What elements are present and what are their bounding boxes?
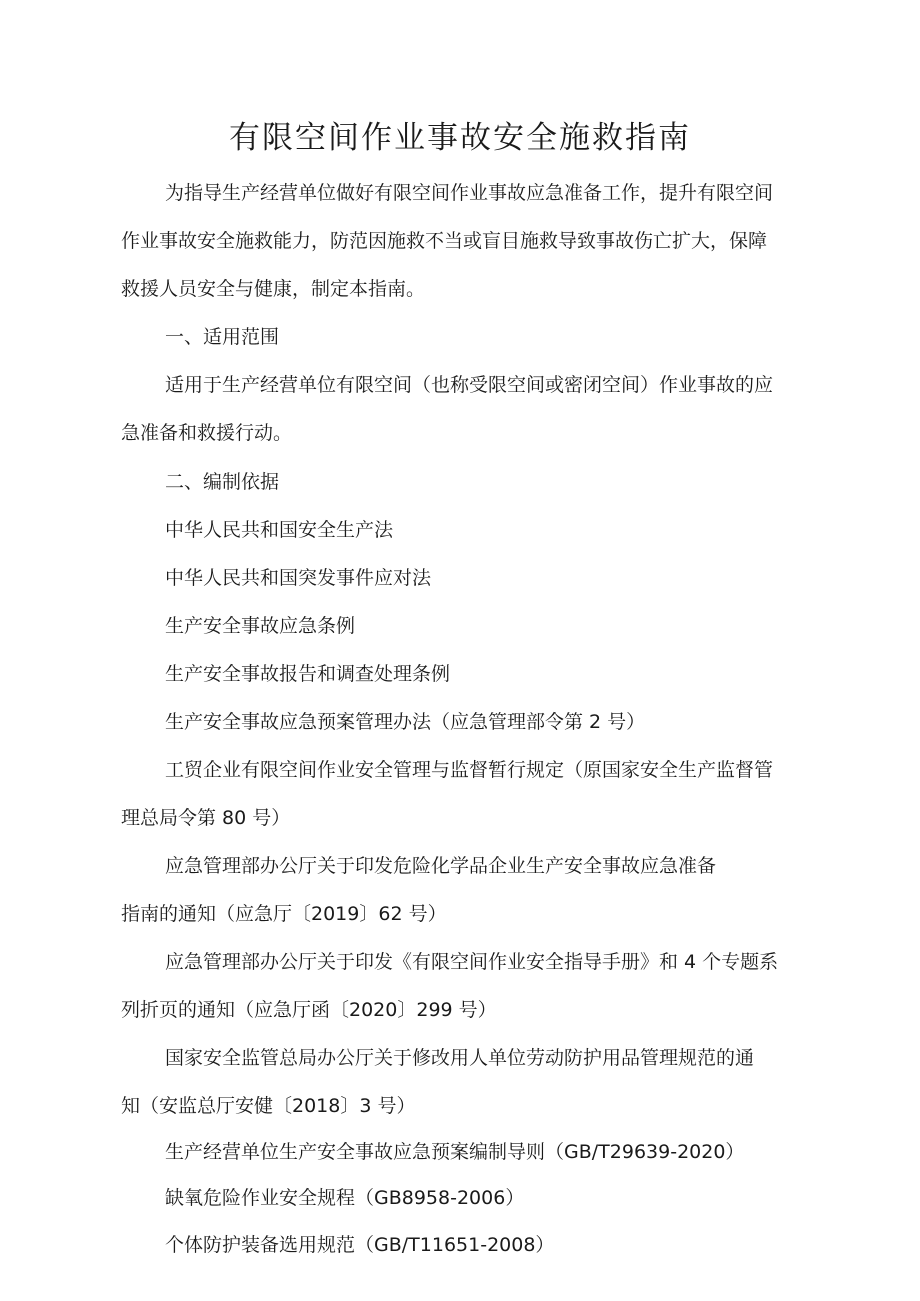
basis-item-2: 中华人民共和国突发事件应对法 <box>165 567 432 589</box>
basis-item-1: 中华人民共和国安全生产法 <box>165 519 394 541</box>
section-heading-scope: 一、适用范围 <box>165 326 280 348</box>
basis-item-3: 生产安全事故应急条例 <box>165 615 356 637</box>
basis-item-10: 生产经营单位生产安全事故应急预案编制导则（GB/T29639-2020） <box>165 1141 745 1163</box>
intro-line-3: 救援人员安全与健康，制定本指南。 <box>121 278 426 300</box>
section-heading-basis: 二、编制依据 <box>165 471 280 493</box>
basis-item-11: 缺氧危险作业安全规程（GB8958-2006） <box>165 1187 525 1209</box>
basis-item-6-line-2: 理总局令第 80 号） <box>121 807 291 829</box>
basis-item-5: 生产安全事故应急预案管理办法（应急管理部令第 2 号） <box>165 711 646 733</box>
basis-item-6-line-1: 工贸企业有限空间作业安全管理与监督暂行规定（原国家安全生产监督管 <box>165 759 774 781</box>
scope-line-1: 适用于生产经营单位有限空间（也称受限空间或密闭空间）作业事故的应 <box>165 374 774 396</box>
basis-item-8-line-1: 应急管理部办公厅关于印发《有限空间作业安全指导手册》和 4 个专题系 <box>165 951 779 973</box>
basis-item-9-line-1: 国家安全监管总局办公厅关于修改用人单位劳动防护用品管理规范的通 <box>165 1047 755 1069</box>
basis-item-7-line-2: 指南的通知（应急厅〔2019〕62 号） <box>121 903 447 925</box>
intro-line-2: 作业事故安全施救能力，防范因施救不当或盲目施救导致事故伤亡扩大，保障 <box>121 230 768 252</box>
basis-item-8-line-2: 列折页的通知（应急厅函〔2020〕299 号） <box>121 999 497 1021</box>
basis-item-7-line-1: 应急管理部办公厅关于印发危险化学品企业生产安全事故应急准备 <box>165 855 717 877</box>
basis-item-12: 个体防护装备选用规范（GB/T11651-2008） <box>165 1234 555 1256</box>
basis-item-9-line-2: 知（安监总厅安健〔2018〕3 号） <box>121 1095 416 1117</box>
document-title: 有限空间作业事故安全施救指南 <box>229 120 691 156</box>
intro-line-1: 为指导生产经营单位做好有限空间作业事故应急准备工作，提升有限空间 <box>165 182 774 204</box>
basis-item-4: 生产安全事故报告和调查处理条例 <box>165 663 451 685</box>
scope-line-2: 急准备和救援行动。 <box>121 422 293 444</box>
